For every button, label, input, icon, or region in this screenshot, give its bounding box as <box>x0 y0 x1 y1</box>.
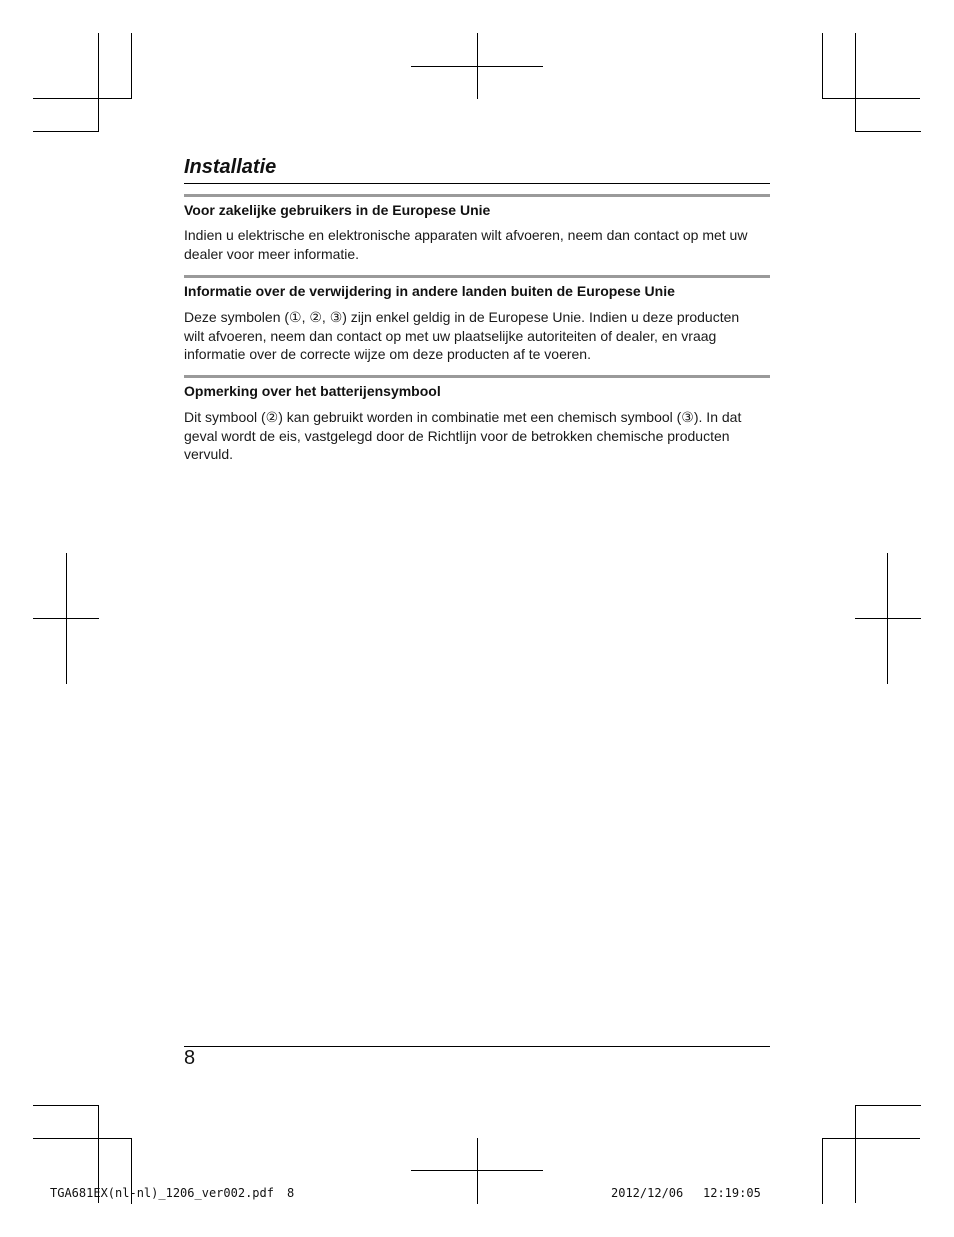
body-line: vervuld. <box>184 446 234 462</box>
header-rule <box>184 183 770 184</box>
section-divider <box>184 375 770 378</box>
section-heading: Voor zakelijke gebruikers in de Europese Unie <box>184 202 491 218</box>
section-body <box>184 226 774 263</box>
page-number: 8 <box>184 1047 196 1069</box>
body-line: Deze symbolen (①, ②, ③) zijn enkel geldig in de Europese Unie. Indien u deze producten <box>184 309 740 325</box>
section-body <box>184 408 774 464</box>
section-divider <box>184 275 770 278</box>
body-line: wilt afvoeren, neem dan contact op met uw plaatselijke autoriteiten of dealer, en vraag <box>184 327 717 344</box>
print-sheet-number: 8 <box>287 1186 295 1200</box>
section-heading: Opmerking over het batterijensymbool <box>184 383 441 399</box>
print-filename: TGA681EX(nl-nl)_1206_ver002.pdf <box>50 1186 274 1200</box>
section-heading: Informatie over de verwijdering in andere landen buiten de Europese Unie <box>184 283 675 299</box>
body-line: geval wordt de eis, vastgelegd door de Richtlijn voor de betrokken chemische producten <box>184 427 730 444</box>
body-line: Dit symbool (②) kan gebruikt worden in combinatie met een chemisch symbool (③). In dat <box>184 409 742 425</box>
footer-rule <box>184 1046 770 1047</box>
print-time: 12:19:05 <box>703 1186 761 1200</box>
body-line: dealer voor meer informatie. <box>184 245 360 262</box>
section-divider <box>184 194 770 197</box>
section-title: Installatie <box>184 156 277 178</box>
print-date: 2012/12/06 <box>611 1186 684 1200</box>
body-line: Indien u elektrische en elektronische apparaten wilt afvoeren, neem dan contact op met uw <box>184 227 748 243</box>
body-line: informatie over de correcte wijze om deze producten af te voeren. <box>184 346 591 362</box>
section-body <box>184 308 774 364</box>
